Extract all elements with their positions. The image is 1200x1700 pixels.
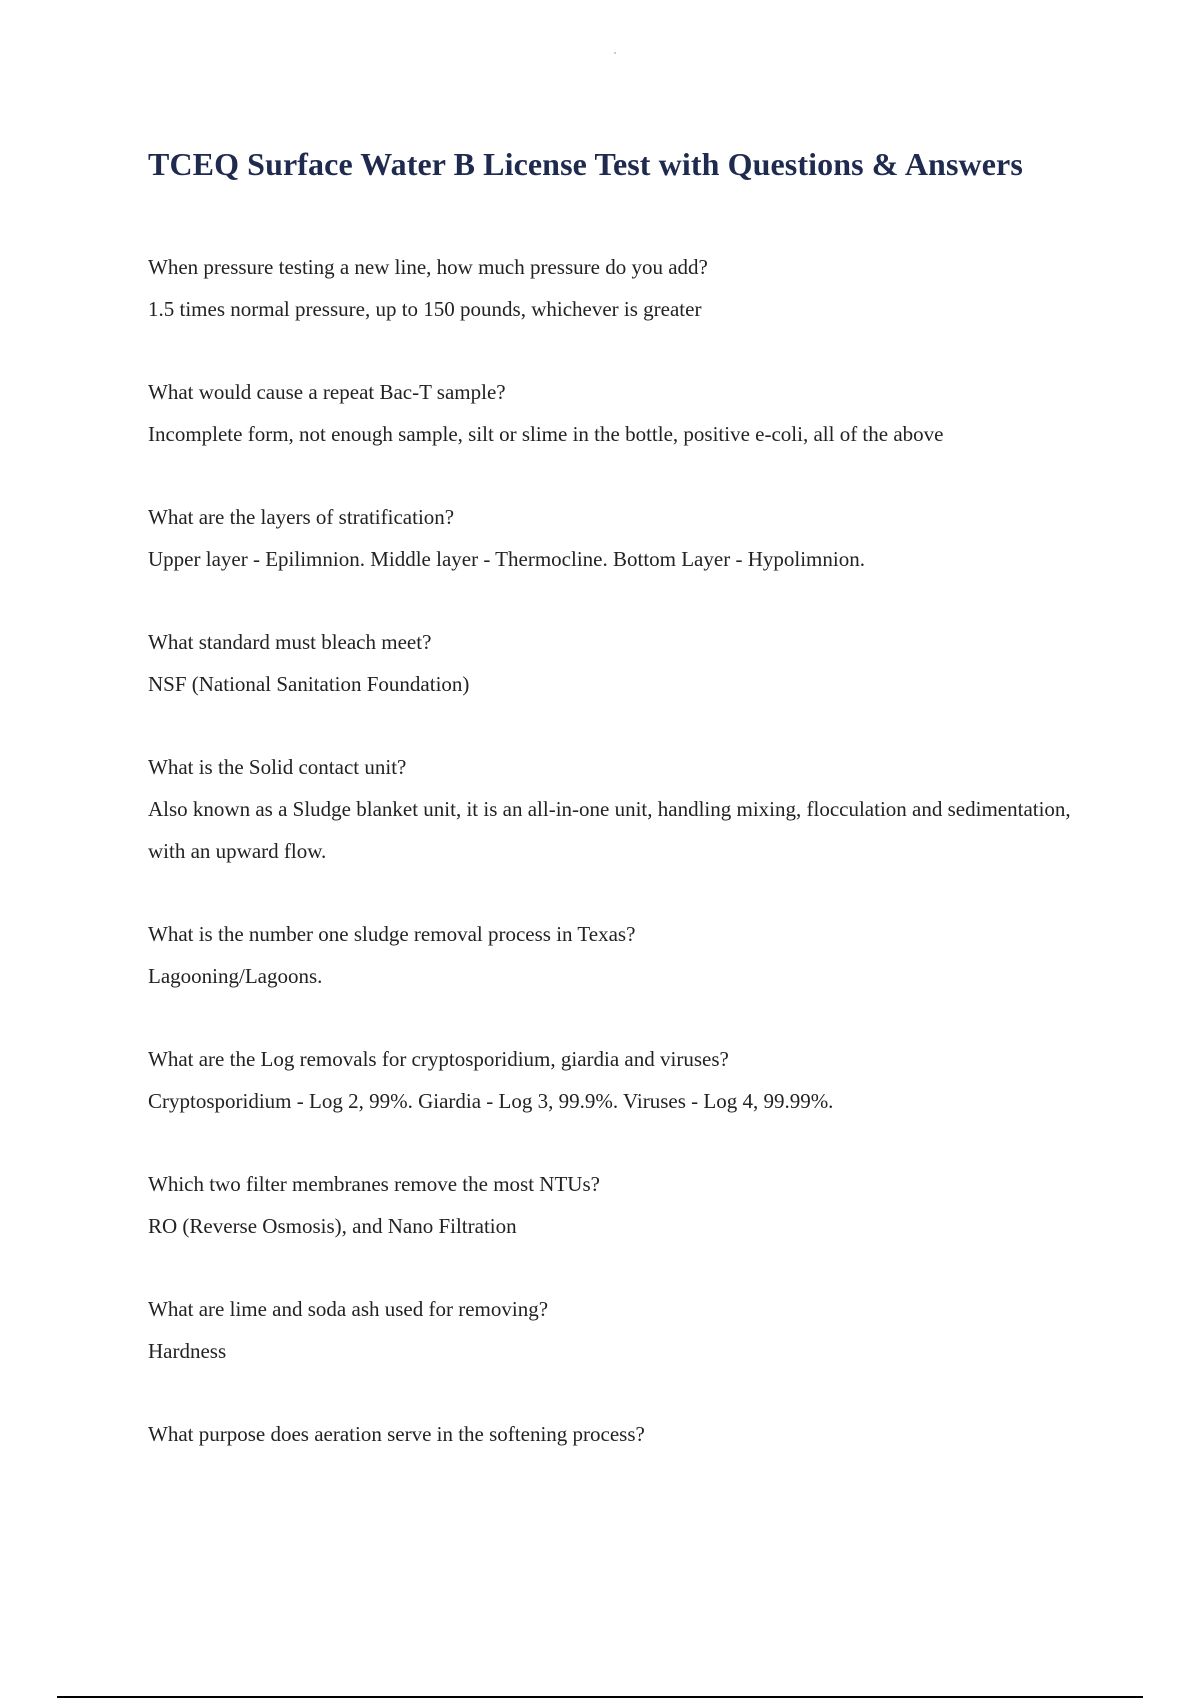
- page-title: TCEQ Surface Water B License Test with Questions & Answers: [148, 146, 1023, 182]
- qa-item: [148, 496, 1088, 580]
- qa-item: [148, 246, 1088, 330]
- answer-text: Also known as a Sludge blanket unit, it is an all-in-one unit, handling mixing, flocculation and sedimentation, with an upward flow.: [148, 797, 1071, 863]
- question-text: What is the Solid contact unit?: [148, 755, 407, 779]
- qa-item: [148, 1288, 1088, 1372]
- answer-text: 1.5 times normal pressure, up to 150 pounds, whichever is greater: [148, 297, 702, 321]
- page-mark: [614, 52, 616, 54]
- qa-item: [148, 1038, 1088, 1122]
- question-text: What are the Log removals for cryptosporidium, giardia and viruses?: [148, 1047, 729, 1071]
- question-text: What are lime and soda ash used for removing?: [148, 1297, 549, 1321]
- qa-item: [148, 1163, 1088, 1247]
- question-text: What standard must bleach meet?: [148, 630, 432, 654]
- question-text: What purpose does aeration serve in the softening process?: [148, 1422, 645, 1446]
- answer-text: NSF (National Sanitation Foundation): [148, 672, 470, 696]
- question-text: What are the layers of stratification?: [148, 505, 455, 529]
- question-text: When pressure testing a new line, how much pressure do you add?: [148, 255, 708, 279]
- qa-item: [148, 913, 1088, 997]
- answer-text: Upper layer - Epilimnion. Middle layer - Thermocline. Bottom Layer - Hypolimnion.: [148, 547, 865, 571]
- question-text: Which two filter membranes remove the most NTUs?: [148, 1172, 600, 1196]
- answer-text: Cryptosporidium - Log 2, 99%. Giardia - Log 3, 99.9%. Viruses - Log 4, 99.99%.: [148, 1089, 834, 1113]
- qa-item: [148, 1413, 1088, 1455]
- qa-list: [148, 246, 1088, 1496]
- answer-text: Lagooning/Lagoons.: [148, 964, 323, 988]
- answer-text: Incomplete form, not enough sample, silt or slime in the bottle, positive e-coli, all of the above: [148, 422, 944, 446]
- qa-item: [148, 621, 1088, 705]
- answer-text: Hardness: [148, 1339, 227, 1363]
- question-text: What is the number one sludge removal process in Texas?: [148, 922, 636, 946]
- question-text: What would cause a repeat Bac-T sample?: [148, 380, 506, 404]
- answer-text: RO (Reverse Osmosis), and Nano Filtration: [148, 1214, 517, 1238]
- qa-item: [148, 371, 1088, 455]
- qa-item: [148, 746, 1088, 872]
- footer-divider: [57, 1696, 1143, 1698]
